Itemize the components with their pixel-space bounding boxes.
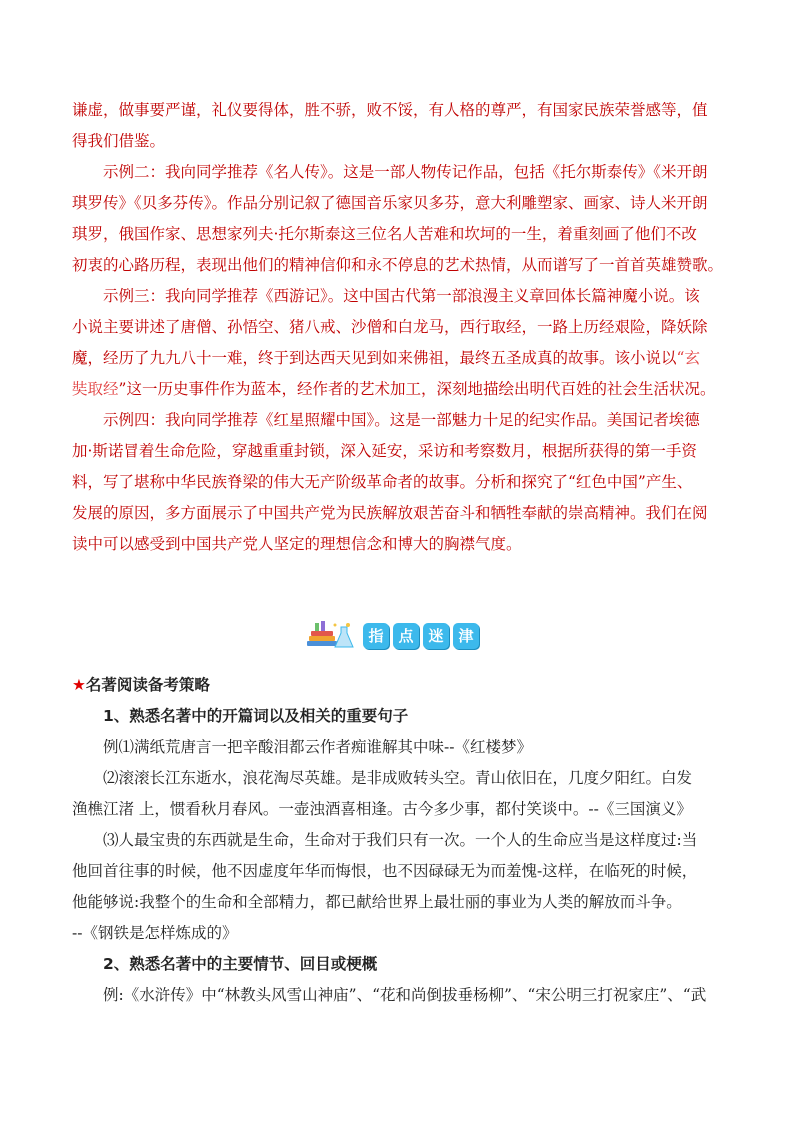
highlight-quote: “玄 (676, 349, 700, 367)
star-icon: ★ (72, 676, 86, 694)
text-line: 小说主要讲述了唐僧、孙悟空、猪八戒、沙僧和白龙马，西行取经，一路上历经艰险，降妖除 (72, 318, 708, 336)
text-line: 他回首往事的时候，他不因虚度年华而悔恨，也不因碌碌无为而羞愧-这样，在临死的时候， (72, 862, 698, 880)
answer-paragraph-continued (72, 95, 724, 157)
banner-title (363, 623, 479, 649)
text-line: ⑵滚滚长江东逝水，浪花淘尽英雄。是非成败转头空。青山依旧在，几度夕阳红。白发 (103, 769, 693, 787)
item-heading: 1、熟悉名著中的开篇词以及相关的重要句子 (103, 707, 409, 725)
text-line: --《钢铁是怎样炼成的》 (72, 924, 238, 942)
section-title (72, 670, 724, 701)
item-heading: 2、熟悉名著中的主要情节、回目或梗概 (103, 955, 378, 973)
example-two-paragraph (72, 157, 724, 281)
books-flask-icon (305, 619, 357, 653)
text-line: 例:《水浒传》中“林教头风雪山神庙”、“花和尚倒拔垂杨柳”、“宋公明三打祝家庄”、“武 (103, 986, 707, 1004)
text-line (72, 374, 724, 405)
text-line: 料，写了堪称中华民族脊梁的伟大无产阶级革命者的故事。分析和探究了“红色中国”产生、 (72, 473, 693, 491)
text-line: 例⑴满纸荒唐言一把辛酸泪都云作者痴谁解其中味--《红楼梦》 (103, 738, 532, 756)
text-line: 得我们借鉴。 (72, 132, 166, 150)
text-line: 初衷的心路历程，表现出他们的精神信仰和永不停息的艺术热情，从而谱写了一首首英雄赞歌。 (72, 256, 724, 274)
text-line: 示例三：我向同学推荐《西游记》。这中国古代第一部浪漫主义章回体长篇神魔小说。该 (103, 287, 700, 305)
highlight-text: 奘取经 (72, 380, 119, 398)
text-line: ⑶人最宝贵的东西就是生命，生命对于我们只有一次。一个人的生命应当是这样度过:当 (103, 831, 698, 849)
text-line: 琪罗，俄国作家、思想家列夫·托尔斯泰这三位名人苦难和坎坷的一生，着重刻画了他们不改 (72, 225, 697, 243)
example-four-paragraph (72, 405, 724, 560)
example-three-paragraph (72, 281, 724, 405)
text-segment: 魔，经历了九九八十一难，终于到达西天见到如来佛祖，最终五圣成真的故事。该小说以 (72, 349, 677, 367)
text-line: 示例四：我向同学推荐《红星照耀中国》。这是一部魅力十足的纪实作品。美国记者埃德 (103, 411, 700, 429)
section-banner (305, 618, 485, 654)
text-line: 发展的原因，多方面展示了中国共产党为民族解放艰苦奋斗和牺牲奉献的崇高精神。我们在阅 (72, 504, 708, 522)
section-title-text: 名著阅读备考策略 (85, 676, 210, 694)
text-line: 读中可以感受到中国共产党人坚定的理想信念和博大的胸襟气度。 (72, 535, 522, 553)
banner-char: 迷 (423, 623, 449, 649)
text-line: 加·斯诺冒着生命危险，穿越重重封锁，深入延安，采访和考察数月，根据所获得的第一手资 (72, 442, 697, 460)
banner-char: 津 (453, 623, 479, 649)
text-line: 渔樵江渚 上，惯看秋月春风。一壶浊酒喜相逢。古今多少事，都付笑谈中。--《三国演义》 (72, 800, 692, 818)
strategy-section (72, 670, 724, 1011)
text-line: 他能够说:我整个的生命和全部精力，都已献给世界上最壮丽的事业为人类的解放而斗争。 (72, 893, 682, 911)
text-line (72, 343, 724, 374)
text-line: 示例二：我向同学推荐《名人传》。这是一部人物传记作品，包括《托尔斯泰传》《米开朗 (103, 163, 708, 181)
text-segment: ”这一历史事件作为蓝本，经作者的艺术加工，深刻地描绘出明代百姓的社会生活状况。 (118, 380, 716, 398)
text-line: 琪罗传》《贝多芬传》。作品分别记叙了德国音乐家贝多芬，意大利雕塑家、画家、诗人米开朗 (72, 194, 708, 212)
banner-char: 指 (363, 623, 389, 649)
text-line: 谦虚，做事要严谨，礼仪要得体，胜不骄，败不馁，有人格的尊严，有国家民族荣誉感等，值 (72, 101, 708, 119)
banner-char: 点 (393, 623, 419, 649)
